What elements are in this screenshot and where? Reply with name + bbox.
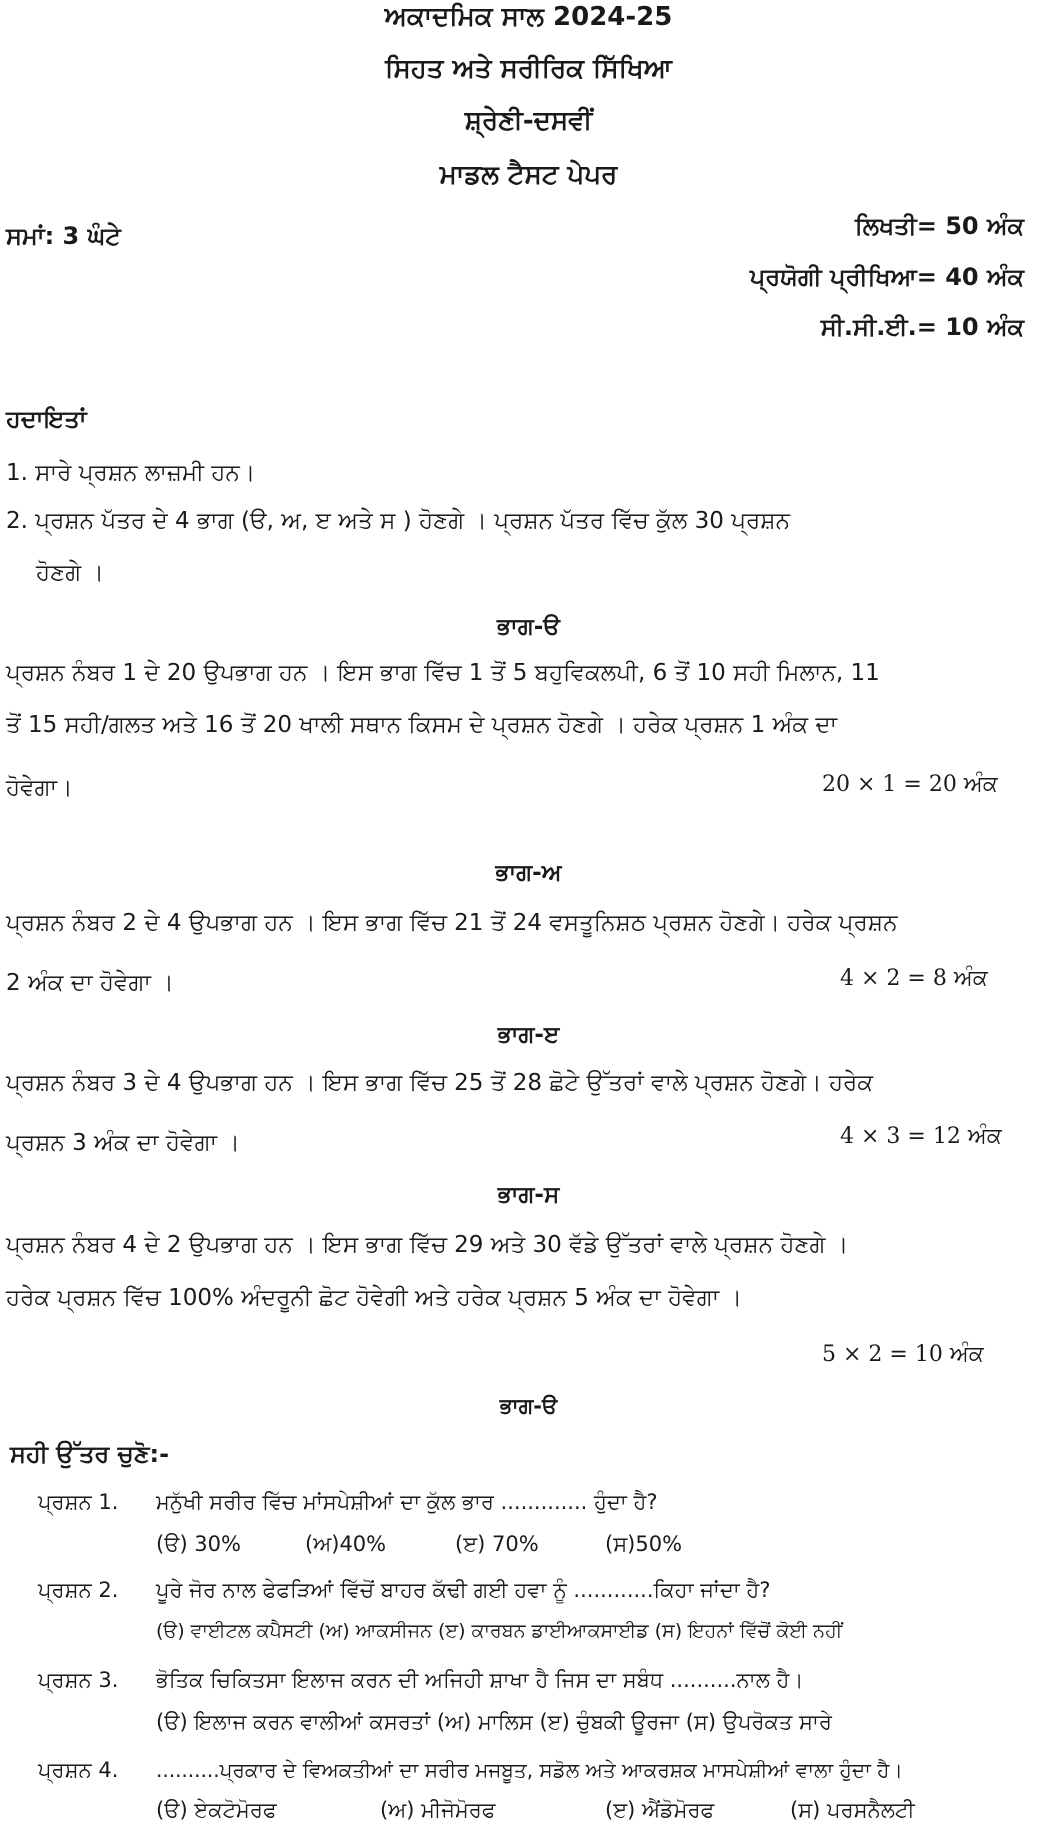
question-4-text: ..........ਪ੍ਰਕਾਰ ਦੇ ਵਿਅਕਤੀਆਂ ਦਾ ਸਰੀਰ ਮਜਬੂਤ, ਸਡੋਲ ਅਤੇ ਆਕਰਸ਼ਕ ਮਾਸਪੇਸ਼ੀਆਂ ਵਾਲਾ ਹੁੰਦਾ ਹੈ। [156,1758,903,1782]
question-1-label: ਪ੍ਰਸ਼ਨ 1. [38,1490,119,1514]
cce-marks: ਸੀ.ਸੀ.ਈ.= 10 ਅੰਕ [820,313,1024,341]
section-c-line-1: ਪ੍ਰਸ਼ਨ ਨੰਬਰ 3 ਦੇ 4 ਉਪਭਾਗ ਹਨ । ਇਸ ਭਾਗ ਵਿੱਚ 25 ਤੋਂ 28 ਛੋਟੇ ਉੱਤਰਾਂ ਵਾਲੇ ਪ੍ਰਸ਼ਨ ਹੋਣਗੇ। ਹਰੇਕ [6,1070,874,1096]
question-2-text: ਪੂਰੇ ਜੋਰ ਨਾਲ ਫੇਫੜਿਆਂ ਵਿੱਚੋਂ ਬਾਹਰ ਕੱਢੀ ਗਈ ਹਵਾ ਨੂੰ ............ਕਿਹਾ ਜਾਂਦਾ ਹੈ? [156,1578,771,1602]
class-title: ਸ਼੍ਰੇਣੀ-ਦਸਵੀਂ [464,106,593,136]
section-c-line-2: ਪ੍ਰਸ਼ਨ 3 ਅੰਕ ਦਾ ਹੋਵੇਗਾ । [6,1130,240,1156]
question-4-option-d: (ਸ) ਪਰਸਨੈਲਟੀ [790,1798,915,1822]
section-d-line-2: ਹਰੇਕ ਪ੍ਰਸ਼ਨ ਵਿੱਚ 100% ਅੰਦਰੂਨੀ ਛੋਟ ਹੋਵੇਗੀ ਅਤੇ ਹਰੇਕ ਪ੍ਰਸ਼ਨ 5 ਅੰਕ ਦਾ ਹੋਵੇਗਾ । [6,1285,742,1311]
section-b-line-1: ਪ੍ਰਸ਼ਨ ਨੰਬਰ 2 ਦੇ 4 ਉਪਭਾਗ ਹਨ । ਇਸ ਭਾਗ ਵਿੱਚ 21 ਤੋਂ 24 ਵਸਤੂਨਿਸ਼ਠ ਪ੍ਰਸ਼ਨ ਹੋਣਗੇ। ਹਰੇਕ ਪ੍ਰਸ਼ਨ [6,910,898,936]
question-4-option-b: (ਅ) ਮੀਜੋਮੋਰਫ [380,1798,496,1822]
section-b-line-2: 2 ਅੰਕ ਦਾ ਹੋਵੇਗਾ । [6,970,174,996]
section-c-title: ਭਾਗ-ੲ [497,1022,560,1048]
section-c-marks: 4 × 3 = 12 ਅੰਕ [840,1124,1002,1149]
questions-heading: ਸਹੀ ਉੱਤਰ ਚੁਣੋ:- [10,1440,170,1468]
section-d-title: ਭਾਗ-ਸ [497,1182,560,1208]
subject-title: ਸਿਹਤ ਅਤੇ ਸਰੀਰਿਕ ਸਿੱਖਿਆ [385,54,672,84]
section-a-marks: 20 × 1 = 20 ਅੰਕ [822,772,998,797]
question-4-label: ਪ੍ਰਸ਼ਨ 4. [38,1758,119,1782]
instruction-2-line-2: ਹੋਣਗੇ । [36,560,104,586]
section-b-marks: 4 × 2 = 8 ਅੰਕ [840,966,988,991]
academic-year: ਅਕਾਦਮਿਕ ਸਾਲ 2024-25 [384,2,673,32]
written-marks: ਲਿਖਤੀ= 50 ਅੰਕ [855,212,1024,240]
question-4-option-c: (ੲ) ਐਂਡੋਮੋਰਫ [605,1798,715,1822]
instructions-title: ਹਦਾਇਤਾਂ [6,405,87,433]
questions-part-title: ਭਾਗ-ੳ [499,1394,558,1418]
instruction-2-line-1: 2. ਪ੍ਰਸ਼ਨ ਪੱਤਰ ਦੇ 4 ਭਾਗ (ੳ, ਅ, ੲ ਅਤੇ ਸ ) ਹੋਣਗੇ । ਪ੍ਰਸ਼ਨ ਪੱਤਰ ਵਿੱਚ ਕੁੱਲ 30 ਪ੍ਰਸ਼ਨ [6,508,790,534]
question-3-label: ਪ੍ਰਸ਼ਨ 3. [38,1668,119,1692]
question-1-option-c: (ੲ) 70% [455,1532,539,1556]
section-a-line-2: ਤੋਂ 15 ਸਹੀ/ਗਲਤ ਅਤੇ 16 ਤੋਂ 20 ਖਾਲੀ ਸਥਾਨ ਕਿਸਮ ਦੇ ਪ੍ਰਸ਼ਨ ਹੋਣਗੇ । ਹਰੇਕ ਪ੍ਰਸ਼ਨ 1 ਅੰਕ ਦਾ [6,712,838,738]
question-3-text: ਭੋਤਿਕ ਚਿਕਿਤਸਾ ਇਲਾਜ ਕਰਨ ਦੀ ਅਜਿਹੀ ਸ਼ਾਖਾ ਹੈ ਜਿਸ ਦਾ ਸਬੰਧ ..........ਨਾਲ ਹੈ। [156,1668,804,1692]
section-a-title: ਭਾਗ-ੳ [497,614,560,640]
question-1-text: ਮਨੁੱਖੀ ਸਰੀਰ ਵਿੱਚ ਮਾਂਸਪੇਸ਼ੀਆਂ ਦਾ ਕੁੱਲ ਭਾਰ ............. ਹੁੰਦਾ ਹੈ? [156,1490,658,1514]
question-2-label: ਪ੍ਰਸ਼ਨ 2. [38,1578,119,1602]
instruction-1: 1. ਸਾਰੇ ਪ੍ਰਸ਼ਨ ਲਾਜ਼ਮੀ ਹਨ। [6,460,256,486]
section-d-line-1: ਪ੍ਰਸ਼ਨ ਨੰਬਰ 4 ਦੇ 2 ਉਪਭਾਗ ਹਨ । ਇਸ ਭਾਗ ਵਿੱਚ 29 ਅਤੇ 30 ਵੱਡੇ ਉੱਤਰਾਂ ਵਾਲੇ ਪ੍ਰਸ਼ਨ ਹੋਣਗੇ । [6,1232,849,1258]
section-b-title: ਭਾਗ-ਅ [495,860,562,886]
paper-title: ਮਾਡਲ ਟੈਸਟ ਪੇਪਰ [439,160,618,190]
practical-marks: ਪ੍ਰਯੋਗੀ ਪ੍ਰੀਖਿਆ= 40 ਅੰਕ [749,263,1024,291]
question-4-option-a: (ੳ) ਏਕਟੋਮੋਰਫ [156,1798,277,1822]
section-d-marks: 5 × 2 = 10 ਅੰਕ [822,1342,984,1367]
question-1-option-d: (ਸ)50% [605,1532,683,1556]
section-a-line-1: ਪ੍ਰਸ਼ਨ ਨੰਬਰ 1 ਦੇ 20 ਉਪਭਾਗ ਹਨ । ਇਸ ਭਾਗ ਵਿੱਚ 1 ਤੋਂ 5 ਬਹੁਵਿਕਲਪੀ, 6 ਤੋਂ 10 ਸਹੀ ਮਿਲਾਨ, 11 [6,660,880,686]
section-a-line-3: ਹੋਵੇਗਾ। [6,775,73,801]
question-1-option-a: (ੳ) 30% [156,1532,241,1556]
question-2-options: (ੳ) ਵਾਈਟਲ ਕਪੈਸਟੀ (ਅ) ਆਕਸੀਜਨ (ੲ) ਕਾਰਬਨ ਡਾਈਆਕਸਾਈਡ (ਸ) ਇਹਨਾਂ ਵਿੱਚੋਂ ਕੋਈ ਨਹੀਂ [156,1620,843,1642]
question-1-option-b: (ਅ)40% [305,1532,387,1556]
question-3-options: (ੳ) ਇਲਾਜ ਕਰਨ ਵਾਲੀਆਂ ਕਸਰਤਾਂ (ਅ) ਮਾਲਿਸ (ੲ) ਚੁੰਬਕੀ ਊਰਜਾ (ਸ) ਉਪਰੋਕਤ ਸਾਰੇ [156,1710,832,1734]
time-allowed: ਸਮਾਂ: 3 ਘੰਟੇ [6,222,121,250]
